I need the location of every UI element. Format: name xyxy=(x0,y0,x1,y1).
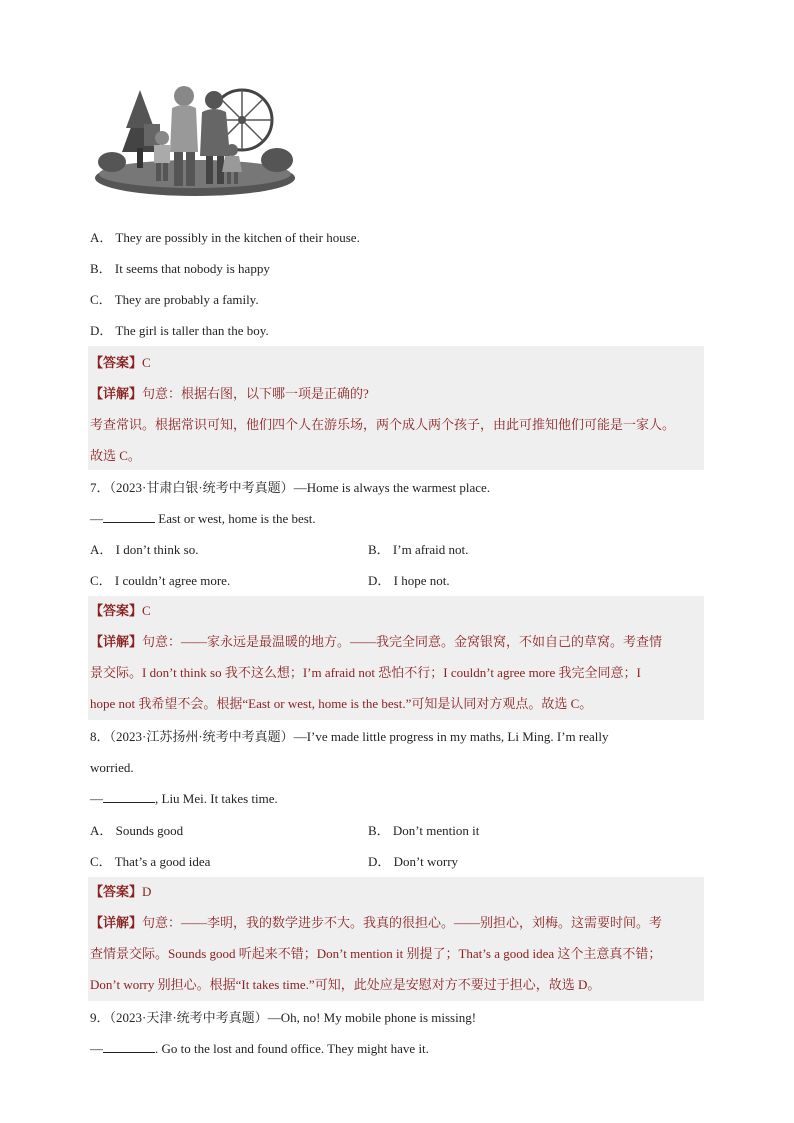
q7-answer-line: 【答案】C xyxy=(90,603,151,618)
answer-blank[interactable] xyxy=(103,790,155,803)
q7-detail-line-3: hope not 我希望不会。根据“East or west, home is the best.”可知是认同对方观点。故选 C。 xyxy=(90,696,593,711)
q6-option-a: A． They are possibly in the kitchen of their house. xyxy=(90,230,360,245)
answer-blank[interactable] xyxy=(103,510,155,523)
q6-detail-line-1: 【详解】句意：根据右图，以下哪一项是正确的? xyxy=(90,386,369,401)
family-amusement-park-illustration xyxy=(92,82,298,200)
q8-option-b: B． Don’t mention it xyxy=(368,823,480,838)
q8-stem-line-1: 8．（2023·江苏扬州·统考中考真题）—I’ve made little progress in my maths, Li Ming. I’m really xyxy=(90,729,609,744)
q8-answer-box xyxy=(88,877,704,1001)
q7-stem: 7．（2023·甘肃白银·统考中考真题）—Home is always the warmest place. xyxy=(90,480,491,495)
q7-reply: — East or west, home is the best. xyxy=(90,511,316,526)
q6-option-c: C． They are probably a family. xyxy=(90,292,259,307)
q7-option-c: C． I couldn’t agree more. xyxy=(90,573,231,588)
q7-option-b: B． I’m afraid not. xyxy=(368,542,469,557)
q8-stem-line-2: worried. xyxy=(90,760,134,775)
q8-option-d: D． Don’t worry xyxy=(368,854,459,869)
q7-detail-line-1: 【详解】句意：——家永远是最温暖的地方。——我完全同意。金窝银窝，不如自己的草窝。考查情 xyxy=(90,634,663,649)
q7-option-a: A． I don’t think so. xyxy=(90,542,199,557)
q6-option-d: D． The girl is taller than the boy. xyxy=(90,323,269,338)
q8-option-c: C． That’s a good idea xyxy=(90,854,211,869)
q8-reply: — , Liu Mei. It takes time. xyxy=(90,791,278,806)
q8-answer-line: 【答案】D xyxy=(90,884,152,899)
q6-answer-line: 【答案】C xyxy=(90,355,151,370)
q8-detail-line-3: Don’t worry 别担心。根据“It takes time.”可知，此处应是安慰对方不要过于担心，故选 D。 xyxy=(90,977,601,992)
q7-option-d: D． I hope not. xyxy=(368,573,450,588)
q9-stem: 9．（2023·天津·统考中考真题）—Oh, no! My mobile phone is missing! xyxy=(90,1010,477,1025)
q6-option-b: B． It seems that nobody is happy xyxy=(90,261,270,276)
q6-detail-line-3: 故选 C。 xyxy=(90,448,141,463)
q8-detail-line-2: 查情景交际。Sounds good 听起来不错；Don’t mention it 别提了；That’s a good idea 这个主意真不错； xyxy=(90,946,662,961)
q9-reply: — . Go to the lost and found office. They might have it. xyxy=(90,1041,429,1056)
q7-detail-line-2: 景交际。I don’t think so 我不这么想；I’m afraid not 恐怕不行；I couldn’t agree more 我完全同意；I xyxy=(90,665,641,680)
q8-option-a: A． Sounds good xyxy=(90,823,184,838)
q8-detail-line-1: 【详解】句意：——李明，我的数学进步不大。我真的很担心。——别担心，刘梅。这需要时间。考 xyxy=(90,915,663,930)
q6-answer-box xyxy=(88,346,704,470)
q7-answer-box xyxy=(88,596,704,720)
answer-blank[interactable] xyxy=(103,1040,155,1053)
q6-detail-line-2: 考查常识。根据常识可知，他们四个人在游乐场，两个成人两个孩子，由此可推知他们可能是一家人。 xyxy=(90,417,676,432)
